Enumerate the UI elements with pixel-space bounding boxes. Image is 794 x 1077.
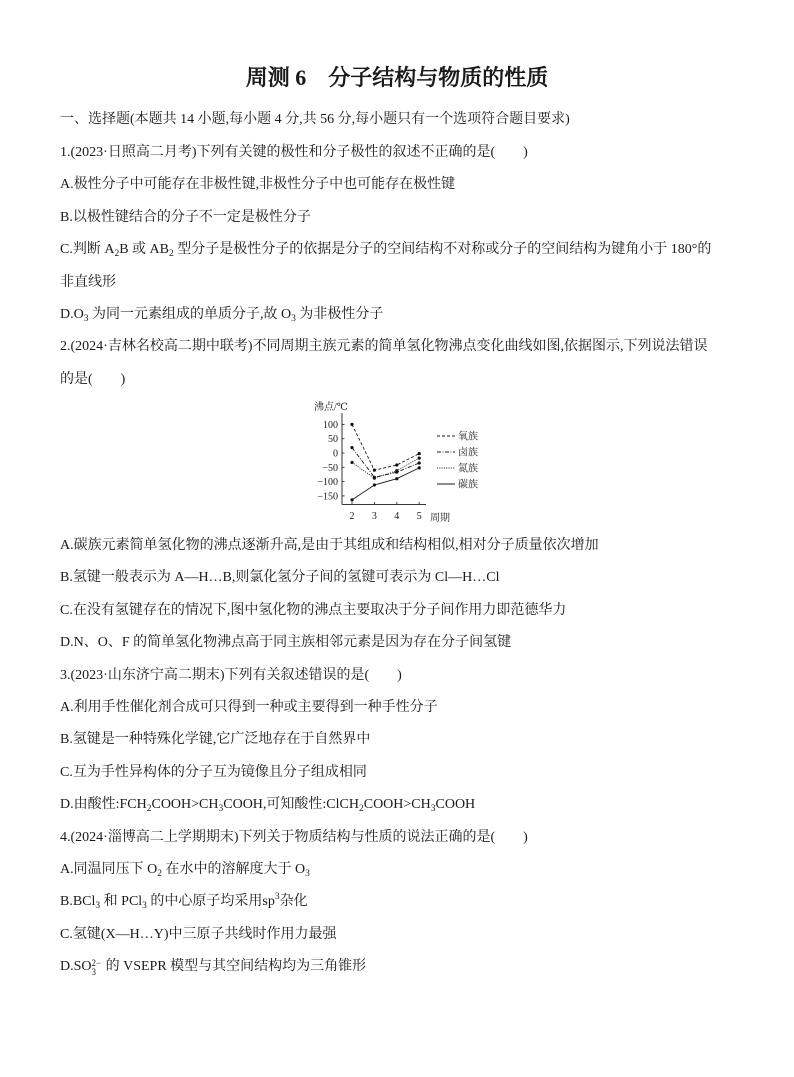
option-text: B 或 AB xyxy=(119,242,169,258)
option-text: C.在没有氢键存在的情况下,图中氢化物的沸点主要取决于分子间作用力即范德华力 xyxy=(60,602,567,618)
ion-charge-stack xyxy=(92,959,102,977)
question-1-option-c-continued xyxy=(60,267,760,299)
data-point xyxy=(395,463,398,466)
option-text: D.O xyxy=(60,306,84,322)
option-text: A.利用手性催化剂合成可只得到一种或主要得到一种手性分子 xyxy=(60,699,438,715)
legend-label: 氧族 xyxy=(458,431,478,443)
option-text: C.判断 A xyxy=(60,242,115,258)
data-point xyxy=(418,457,421,460)
subscript: 2 xyxy=(114,249,120,260)
option-text: 杂化 xyxy=(279,894,308,910)
option-text: 在水中的溶解度大于 O xyxy=(161,861,306,877)
subscript: 3 xyxy=(142,901,147,912)
option-text: C.互为手性异构体的分子互为镜像且分子组成相同 xyxy=(60,764,367,780)
boiling-point-chart xyxy=(300,396,500,528)
option-text: A.碳族元素简单氢化物的沸点逐渐升高,是由于其组成和结构相似,相对分子质量依次增加 xyxy=(60,538,599,553)
question-list-lower xyxy=(60,530,760,983)
legend-label: 氮族 xyxy=(458,463,478,475)
y-tick-label: −100 xyxy=(317,477,338,489)
stem-text: 4.(2024·淄博高二上学期期末)下列关于物质结构与性质的说法正确的是( ) xyxy=(60,829,528,845)
option-text: D.N、O、F 的简单氢化物沸点高于同主族相邻元素是因为存在分子间氢键 xyxy=(60,635,512,651)
legend-label: 碳族 xyxy=(458,479,478,491)
y-tick-label: 0 xyxy=(333,448,338,460)
option-text: A.同温同压下 O xyxy=(60,861,158,877)
question-4-stem xyxy=(60,822,760,854)
superscript: 2− xyxy=(91,958,102,969)
data-point xyxy=(350,461,353,464)
y-tick-label: 100 xyxy=(323,419,338,431)
x-tick-label: 4 xyxy=(394,511,400,522)
option-text: 非直线形 xyxy=(60,274,116,290)
option-text: B.BCl xyxy=(60,894,96,910)
y-tick-label: 50 xyxy=(328,434,338,446)
subscript: 2 xyxy=(157,868,162,879)
data-point xyxy=(373,483,376,486)
option-text: COOH,可知酸性:ClCH xyxy=(223,797,359,813)
y-tick-label: −150 xyxy=(317,491,338,503)
option-text: COOH>CH xyxy=(151,797,219,813)
question-2-option-d xyxy=(60,627,760,659)
question-1-option-b xyxy=(60,202,760,234)
subscript: 3 xyxy=(95,901,101,912)
data-point xyxy=(373,477,376,480)
question-list-upper xyxy=(60,137,760,396)
x-axis-label: 周期 xyxy=(430,513,450,524)
stem-text: 1.(2023·日照高二月考)下列有关键的极性和分子极性的叙述不正确的是( ) xyxy=(60,145,528,160)
stem-text: 3.(2023·山东济宁高二期末)下列有关叙述错误的是( ) xyxy=(60,667,402,683)
subscript: 2 xyxy=(146,804,152,815)
data-point xyxy=(418,452,421,455)
data-point xyxy=(395,477,398,480)
option-text: 和 PCl xyxy=(100,894,143,910)
y-axis-label: 沸点/℃ xyxy=(314,402,348,413)
subscript: 3 xyxy=(83,313,89,324)
option-text: C.氢键(X—H…Y)中三原子共线时作用力最强 xyxy=(60,926,337,942)
option-text: 的中心原子均采用sp xyxy=(146,894,275,910)
data-point xyxy=(350,423,353,426)
option-text: B.氢键一般表示为 A—H…B,则氯化氢分子间的氢键可表示为 Cl—H…Cl xyxy=(60,570,500,586)
question-3-stem xyxy=(60,660,760,692)
question-1-option-a xyxy=(60,169,760,201)
question-4-option-b xyxy=(60,886,760,918)
option-text: A.极性分子中可能存在非极性键,非极性分子中也可能存在极性键 xyxy=(60,177,456,193)
subscript: 3 xyxy=(430,804,436,815)
question-1-stem xyxy=(60,137,760,169)
data-point xyxy=(395,469,398,472)
option-text: 型分子是极性分子的依据是分子的空间结构不对称或分子的空间结构为键角小于 180°的 xyxy=(173,242,712,258)
subscript: 3 xyxy=(218,804,224,815)
data-point xyxy=(373,469,376,472)
subscript: 3 xyxy=(91,967,97,978)
question-4-option-c xyxy=(60,919,760,951)
option-text: D.由酸性:FCH xyxy=(60,797,147,813)
option-text: COOH>CH xyxy=(363,797,431,813)
data-point xyxy=(418,461,421,464)
question-3-option-b xyxy=(60,724,760,756)
question-2-stem-continued xyxy=(60,364,760,396)
question-2-option-b xyxy=(60,562,760,594)
question-4-option-d xyxy=(60,951,760,983)
option-text: 的 VSEPR 模型与其空间结构均为三角锥形 xyxy=(102,959,367,975)
question-2-option-c xyxy=(60,595,760,627)
series-line xyxy=(352,468,419,500)
option-text: B.以极性键结合的分子不一定是极性分子 xyxy=(60,209,311,225)
option-text: 为同一元素组成的单质分子,故 O xyxy=(88,306,292,322)
data-point xyxy=(350,446,353,449)
question-2-option-a xyxy=(60,530,760,562)
subscript: 3 xyxy=(291,313,296,324)
question-1-option-c xyxy=(60,234,760,266)
subscript: 2 xyxy=(358,804,364,815)
stem-text: 的是( ) xyxy=(60,371,126,387)
exam-title: 周测 6 分子结构与物质的性质 xyxy=(245,65,549,90)
option-text: COOH xyxy=(435,797,476,813)
stem-text: 2.(2024·吉林名校高二期中联考)不同周期主族元素的简单氢化物沸点变化曲线如图,依据图示,下列说法错误 xyxy=(60,339,708,355)
subscript: 2 xyxy=(169,249,174,260)
superscript: 3 xyxy=(274,892,280,903)
question-1-option-d xyxy=(60,299,760,331)
option-text: D.SO xyxy=(60,959,92,975)
question-3-option-a xyxy=(60,692,760,724)
question-3-option-d xyxy=(60,789,760,821)
subscript: 3 xyxy=(305,868,310,879)
x-tick-label: 3 xyxy=(371,511,377,522)
question-3-option-c xyxy=(60,757,760,789)
data-point xyxy=(350,498,353,501)
option-text: 为非极性分子 xyxy=(295,306,384,322)
data-point xyxy=(418,466,421,469)
section-heading: 一、选择题(本题共 14 小题,每小题 4 分,共 56 分,每小题只有一个选项符合题目要求) xyxy=(60,112,570,127)
x-tick-label: 5 xyxy=(416,511,422,522)
y-tick-label: −50 xyxy=(322,462,338,474)
question-2-stem xyxy=(60,331,760,363)
question-4-option-a xyxy=(60,854,760,886)
option-text: B.氢键是一种特殊化学键,它广泛地存在于自然界中 xyxy=(60,732,371,748)
x-tick-label: 2 xyxy=(349,511,355,522)
legend-label: 卤族 xyxy=(458,447,478,459)
